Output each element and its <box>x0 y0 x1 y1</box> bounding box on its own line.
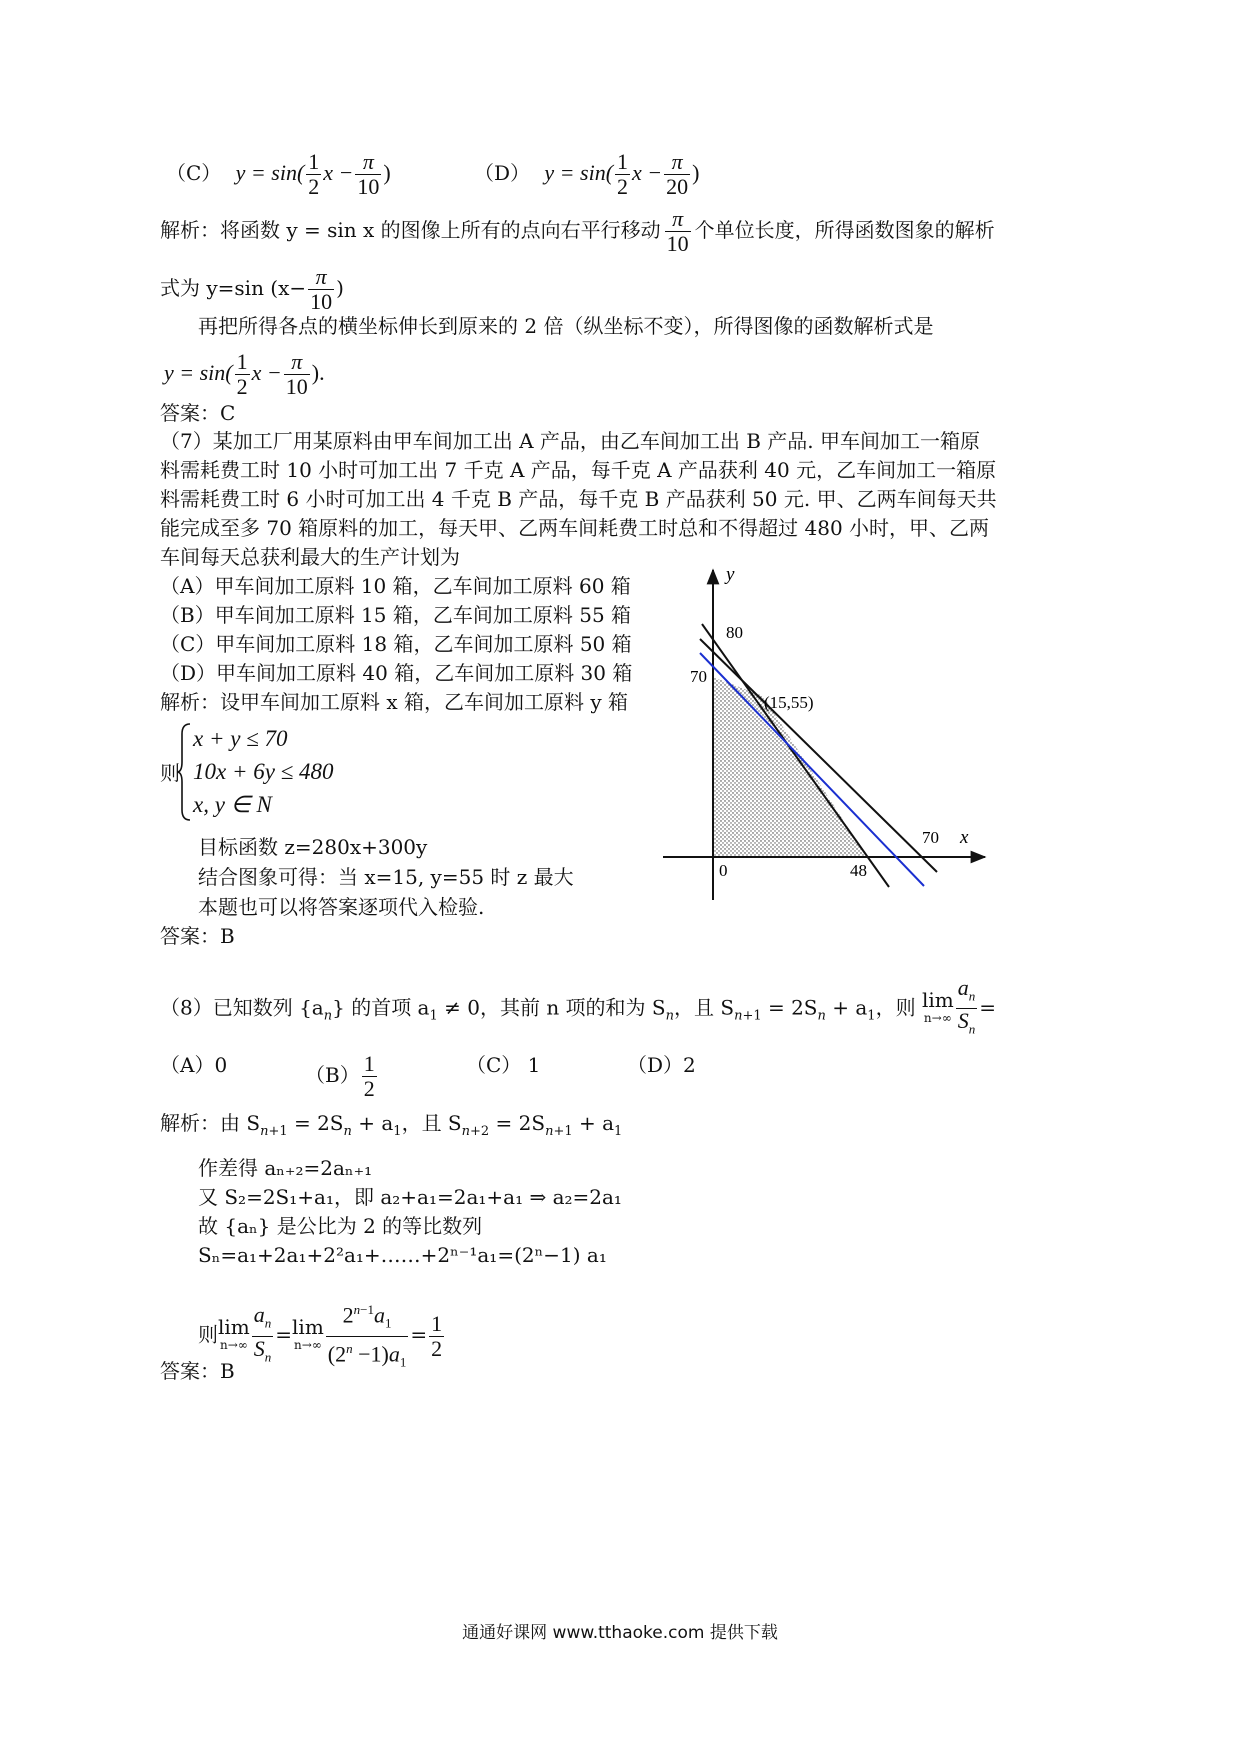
q6-solution-line1: 解析：将函数 y = sin x 的图像上所有的点向右平行移动 $\frac{\pi}{10}$ 个单位长度，所得函数图象的解析 <box>160 206 995 256</box>
q6-solution-line3: 再把所得各点的横坐标伸长到原来的 2 倍（纵坐标不变），所得图像的函数解析式是 <box>198 314 934 338</box>
q8-option-d: （D）2 <box>627 1053 696 1077</box>
q7-option-b: （B）甲车间加工原料 15 箱，乙车间加工原料 55 箱 <box>160 603 632 627</box>
q6-option-c: （C） y = sin( $\frac{1}{2}$ x − $\frac{\pi}{10}$ ) <box>166 149 391 199</box>
q8-stem: （8）已知数列 $\{a_n\}$ 的首项 $a_1 \ne 0$，其前 n 项的和为 $S_n$，且 $S_{n+1} = 2S_n + a_1$，则 lim n→∞ $\frac{a_n}{S_n}$ = <box>160 975 996 1037</box>
q6-solution-line4: y = sin( $\frac{1}{2}$ x − $\frac{\pi}{10}$ ). <box>164 349 325 399</box>
q7-option-a: （A）甲车间加工原料 10 箱，乙车间加工原料 60 箱 <box>160 574 631 598</box>
q8-limit: 则 lim n→∞ $\frac{a_n}{S_n}$ = lim n→∞ $\frac{2^{n-1}a_1}{(2^n -1)a_1}$ = $\frac{1}{2}$ <box>198 1298 446 1374</box>
q7-stem-line1: （7）某加工厂用某原料由甲车间加工出 A 产品，由乙车间加工出 B 产品. 甲车间加工一箱原 <box>160 429 981 453</box>
y-axis-label: y <box>726 564 735 585</box>
q8-sum: Sₙ=a₁+2a₁+2²a₁+……+2ⁿ⁻¹a₁=(2ⁿ−1) a₁ <box>198 1243 607 1267</box>
q7-stem-line2: 料需耗费工时 10 小时可加工出 7 千克 A 产品，每千克 A 产品获利 40 元，乙车间加工一箱原 <box>160 458 997 482</box>
q8-solution-line1: 解析：由 $S_{n+1} = 2S_n + a_1$，且 $S_{n+2} = 2S_{n+1} + a_1$ <box>160 1111 623 1139</box>
system-line1: x + y ≤ 70 <box>193 726 288 751</box>
label-70-x: 70 <box>922 828 939 847</box>
system-line2: 10x + 6y ≤ 480 <box>193 759 334 784</box>
q7-option-c: （C）甲车间加工原料 18 箱，乙车间加工原料 50 箱 <box>160 632 632 656</box>
q7-ze: 则 <box>160 761 180 785</box>
q7-option-d: （D）甲车间加工原料 40 箱，乙车间加工原料 30 箱 <box>160 661 633 685</box>
system-brace <box>176 722 192 822</box>
q8-answer: 答案：B <box>160 1359 235 1383</box>
x-axis-label: x <box>960 827 969 848</box>
q6-option-d: （D） y = sin( $\frac{1}{2}$ x − $\frac{\pi}{20}$ ) <box>474 149 700 199</box>
q7-objective: 目标函数 z=280x+300y <box>198 835 428 859</box>
q8-option-a: （A）0 <box>160 1053 228 1077</box>
q8-option-b: （B） $\frac{1}{2}$ <box>305 1051 375 1101</box>
q7-alt: 本题也可以将答案逐项代入检验. <box>198 895 485 919</box>
label-48: 48 <box>850 861 867 880</box>
q8-geometric: 故 {aₙ} 是公比为 2 的等比数列 <box>198 1214 483 1238</box>
q7-solution-line1: 解析：设甲车间加工原料 x 箱，乙车间加工原料 y 箱 <box>160 690 629 714</box>
q8-again: 又 S₂=2S₁+a₁，即 a₂+a₁=2a₁+a₁ ⇒ a₂=2a₁ <box>198 1185 622 1209</box>
q7-answer: 答案：B <box>160 924 235 948</box>
system-line3: x, y ∈ N <box>193 792 272 817</box>
q7-stem-line5: 车间每天总获利最大的生产计划为 <box>160 545 460 569</box>
q7-combine: 结合图象可得：当 x=15, y=55 时 z 最大 <box>198 865 574 889</box>
label-70-y: 70 <box>690 667 707 686</box>
page-footer: 通通好课网 www.tthaoke.com 提供下载 <box>462 1623 778 1643</box>
feasible-region-diagram <box>660 560 990 905</box>
label-point: (15,55) <box>764 693 814 712</box>
label-80: 80 <box>726 623 743 642</box>
q7-stem-line3: 料需耗费工时 6 小时可加工出 4 千克 B 产品，每千克 B 产品获利 50 元. 甲、乙两车间每天共 <box>160 487 997 511</box>
q6-solution-line2: 式为 y=sin (x− $\frac{\pi}{10}$ ) <box>160 264 344 314</box>
q6-answer: 答案：C <box>160 401 236 425</box>
q8-option-c: （C） 1 <box>466 1053 541 1077</box>
label-origin: 0 <box>719 861 728 880</box>
q7-stem-line4: 能完成至多 70 箱原料的加工，每天甲、乙两车间耗费工时总和不得超过 480 小时，甲、乙两 <box>160 516 990 540</box>
q8-diff: 作差得 aₙ₊₂=2aₙ₊₁ <box>198 1156 373 1180</box>
